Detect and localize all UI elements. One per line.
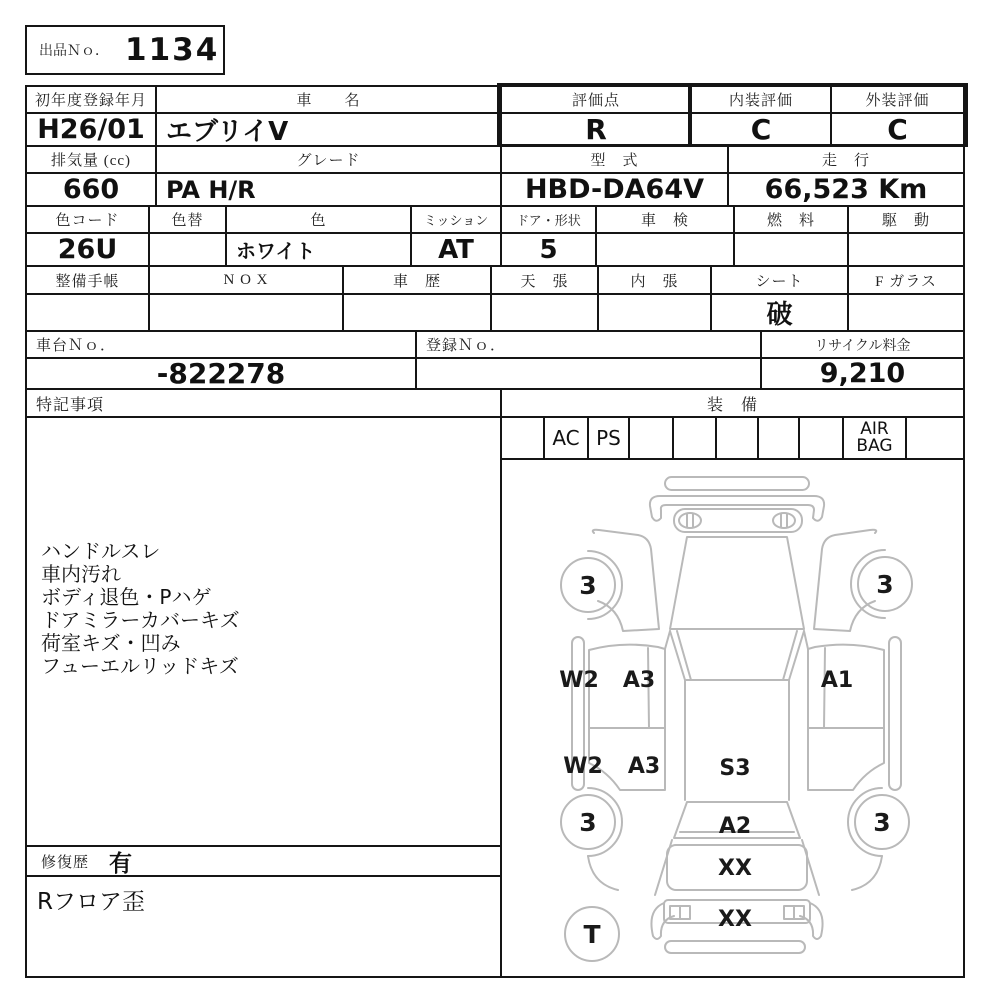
transmission-label: ミッション (410, 205, 500, 232)
car-name-value: エブリイV (155, 112, 500, 145)
note-item: ハンドルスレ (41, 539, 161, 563)
mark-left-sill-rear: W2 (563, 754, 603, 779)
damage-marks (559, 570, 893, 949)
grade-point-value: R (500, 112, 690, 145)
nox-label: N O X (148, 265, 342, 293)
lot-number-label: 出品Ｎｏ． (39, 44, 109, 59)
equipment-cell-ps: PS (587, 416, 628, 458)
mark-left-front-door: A3 (622, 668, 656, 693)
equipment-cell-ac: AC (543, 416, 587, 458)
note-item: フューエルリッドキズ (41, 654, 239, 678)
right-doors (808, 645, 884, 790)
nox-value (148, 293, 342, 330)
recycle-fee-value: 9,210 (760, 357, 965, 388)
registration-no-label: 登録Ｎｏ． (415, 330, 760, 357)
equipment-cell (628, 416, 672, 458)
car-diagram-panel (500, 458, 965, 978)
equipment-cell (757, 416, 798, 458)
mark-left-sill-front: W2 (559, 668, 599, 693)
color-change-label: 色替 (148, 205, 225, 232)
lot-number-value: 1134 (125, 32, 220, 68)
equipment-cell (798, 416, 842, 458)
notes-body (25, 416, 500, 845)
car-outline (561, 477, 912, 961)
grade-point-label: 評価点 (500, 85, 690, 112)
mileage-value: 66,523 Km (727, 172, 965, 205)
door-shape-label: ドア・形状 (500, 205, 595, 232)
rear-lower-bar (665, 941, 805, 953)
roof-spoiler (665, 477, 809, 490)
chassis-no-value: -822278 (25, 357, 415, 388)
mark-right-front-door: A1 (820, 668, 854, 693)
fuel-label: 燃 料 (733, 205, 847, 232)
grade-label: グレード (155, 145, 500, 172)
interior-trim-label: 内 張 (597, 265, 710, 293)
color-code-label: 色コード (25, 205, 148, 232)
first-registration-value: H26/01 (25, 112, 155, 145)
mark-cargo-floor: S3 (719, 756, 751, 781)
note-item: 荷室キズ・凹み (41, 631, 181, 655)
mark-rear-bumper: XX (718, 907, 752, 932)
car-name-label: 車 名 (155, 85, 500, 112)
equipment-cell (500, 416, 543, 458)
mark-front-left-wheel: 3 (579, 571, 597, 600)
front-glass-value (847, 293, 965, 330)
recycle-fee-label: リサイクル料金 (760, 330, 965, 357)
notes-label: 特記事項 (25, 388, 500, 416)
car-diagram-svg (502, 460, 963, 976)
headliner-label: 天 張 (490, 265, 597, 293)
right-front-fender (814, 530, 876, 631)
color-change-value (148, 232, 225, 265)
cargo-floor-outline (685, 680, 789, 800)
color-value: ホワイト (225, 232, 410, 265)
note-item: ボディ退色・Pハゲ (41, 585, 212, 609)
headliner-value (490, 293, 597, 330)
first-registration-label: 初年度登録年月 (25, 85, 155, 112)
equipment-cell (905, 416, 965, 458)
repair-history-band (25, 845, 500, 875)
seat-value: 破 (710, 293, 847, 330)
inspection-value (595, 232, 733, 265)
mark-rear-left-wheel: 3 (579, 808, 597, 837)
windshield (670, 537, 804, 629)
drive-label: 駆 動 (847, 205, 965, 232)
maintenance-book-label: 整備手帳 (25, 265, 148, 293)
exterior-grade-label: 外装評価 (830, 85, 965, 112)
displacement-label: 排気量 (cc) (25, 145, 155, 172)
equipment-cell (672, 416, 715, 458)
mark-front-right-wheel: 3 (876, 570, 894, 599)
interior-grade-label: 内装評価 (690, 85, 830, 112)
mileage-label: 走 行 (727, 145, 965, 172)
displacement-value: 660 (25, 172, 155, 205)
model-code-value: HBD-DA64V (500, 172, 727, 205)
mark-rear-gate-upper: A2 (718, 814, 752, 839)
evaluation-group-divider (688, 85, 692, 145)
car-history-value (342, 293, 490, 330)
door-shape-value: 5 (500, 232, 595, 265)
repair-history-label: 修復歴 (41, 854, 90, 871)
transmission-value: AT (410, 232, 500, 265)
fuel-value (733, 232, 847, 265)
maintenance-book-value (25, 293, 148, 330)
model-code-label: 型 式 (500, 145, 727, 172)
mark-left-slide-door: A3 (627, 754, 661, 779)
equipment-cell (715, 416, 757, 458)
repair-details: Rフロア歪 (25, 875, 500, 978)
drive-value (847, 232, 965, 265)
right-headlight (773, 513, 795, 528)
mark-spare-tire: T (583, 920, 601, 949)
right-sill (889, 637, 901, 790)
repair-history-value: 有 (109, 850, 133, 875)
note-item: ドアミラーカバーキズ (41, 608, 240, 632)
car-history-label: 車 歴 (342, 265, 490, 293)
front-glass-label: F ガラス (847, 265, 965, 293)
note-item: 車内汚れ (41, 562, 121, 586)
registration-no-value (415, 357, 760, 388)
interior-trim-value (597, 293, 710, 330)
mark-rear-right-wheel: 3 (873, 808, 891, 837)
exterior-grade-value: C (830, 112, 965, 145)
chassis-no-label: 車台Ｎｏ． (25, 330, 415, 357)
left-headlight (679, 513, 701, 528)
mark-tailgate: XX (718, 856, 752, 881)
seat-label: シート (710, 265, 847, 293)
equipment-label: 装 備 (500, 388, 965, 416)
equipment-cell-airbag: AIR BAG (842, 416, 905, 458)
color-label: 色 (225, 205, 410, 232)
grade-value: PA H/R (155, 172, 500, 205)
inspection-label: 車 検 (595, 205, 733, 232)
lot-number-box (25, 25, 225, 75)
color-code-value: 26U (25, 232, 148, 265)
interior-grade-value: C (690, 112, 830, 145)
